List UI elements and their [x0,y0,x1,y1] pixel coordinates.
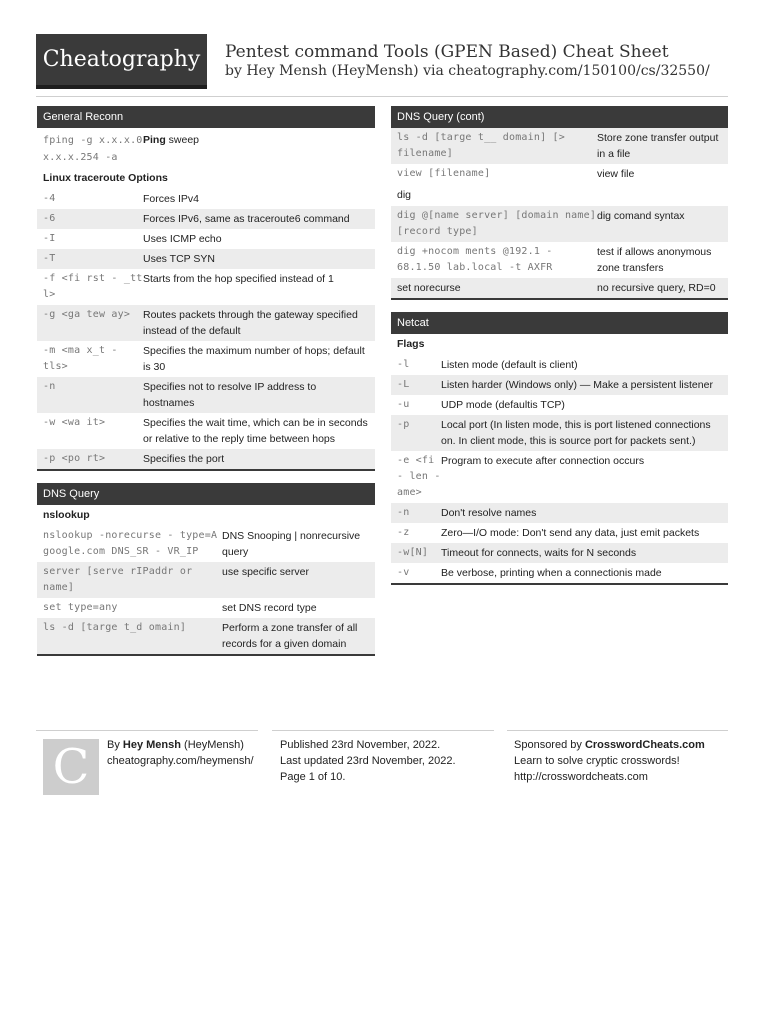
left-column [37,106,375,668]
nslookup-rows [37,526,375,654]
subheading: nslookup [37,505,375,526]
publish-info [280,737,456,785]
table-row [37,209,375,229]
command-cell: -6 [43,213,56,224]
table-row [37,189,375,209]
dns-cont-rows [391,128,728,184]
sponsor-name-link[interactable]: CrosswordCheats.com [584,739,705,751]
page-number: Page 1 of 10. [280,771,346,783]
description-cell: Uses ICMP echo [143,233,222,245]
general-reconn-section [37,106,375,471]
table-row [391,164,728,184]
command-cell: -p [397,419,410,430]
description-cell: Program to execute after connection occurs [441,455,645,467]
table-row [37,526,375,562]
sheet-byline[interactable]: by Hey Mensh (HeyMensh) via cheatography.com/150100/cs/32550/ [225,63,710,79]
table-row [37,341,375,377]
command-cell: -m <ma x_t - tls> [43,345,118,372]
command-cell: -4 [43,193,56,204]
section-title: General Reconn [37,106,375,128]
description-cell: Local port (In listen mode, this is port listened connections on. In client mode, this is source port for packets sent.) [441,419,711,447]
description-cell: Specifies the wait time, which can be in seconds or relative to the reply time between hops [143,417,368,445]
description-cell: Perform a zone transfer of all records for a given domain [222,622,358,650]
command-cell: dig +nocom ments @192.1 - 68.1.50 lab.local -t AXFR [397,246,553,273]
table-row [391,184,728,206]
description-cell: Zero—I/O mode: Don't send any data, just emit packets [441,527,700,539]
author-avatar[interactable]: C [43,739,99,795]
description-cell: Listen harder (Windows only) — Make a persistent listener [441,379,713,391]
dig-rows [391,206,728,298]
command-cell: -n [43,381,56,392]
sponsor-prefix: Sponsored by [514,739,585,751]
section-title: DNS Query (cont) [391,106,728,128]
description-cell: Store zone transfer output in a file [597,132,719,160]
sponsor-url-link[interactable]: http://crosswordcheats.com [514,771,648,783]
table-row [391,451,728,503]
published-date: Published 23rd November, 2022. [280,739,441,751]
author-handle: (HeyMensh) [180,739,244,751]
author-name-link[interactable]: Hey Mensh [122,739,181,751]
command-cell: ls -d [targe t_d omain] [43,622,187,633]
netcat-section [391,312,728,585]
subheading: Flags [391,334,728,355]
table-row [391,395,728,415]
command-cell: -I [43,233,56,244]
sheet-title: Pentest command Tools (GPEN Based) Cheat Sheet [225,42,669,62]
header-divider [36,96,728,97]
description-cell: dig comand syntax [597,210,685,222]
description-cell: use specific server [222,566,309,578]
table-row [37,305,375,341]
description-cell: Be verbose, printing when a connectionis made [441,567,662,579]
command-cell: dig @[name server] [domain name] [record type] [397,210,597,237]
description-cell: DNS Snooping | nonrecursive query [222,530,361,558]
description-cell: no recursive query, RD=0 [597,282,716,294]
description-rest: sweep [165,134,200,146]
description-cell: Specifies not to resolve IP address to hostnames [143,381,317,409]
table-row [391,242,728,278]
command-cell: ls -d [targe t__ domain] [> filename] [397,132,565,159]
description-cell: Starts from the hop specified instead of 1 [143,273,334,285]
command-cell: -v [397,567,410,578]
table-row [391,523,728,543]
table-row [37,413,375,449]
command-cell: set norecurse [397,282,461,294]
table-row [391,278,728,298]
by-prefix: By [107,739,123,751]
table-row [37,618,375,654]
right-column [391,106,728,597]
table-row [37,562,375,598]
subheading: Linux traceroute Options [37,168,375,189]
table-row [391,543,728,563]
command-cell: -g <ga tew ay> [43,309,131,320]
sponsor-info [514,737,705,785]
description-cell: test if allows anonymous zone transfers [597,246,712,274]
description-cell: Specifies the maximum number of hops; default is 30 [143,345,365,373]
command-cell: -L [397,379,410,390]
command-cell: -T [43,253,56,264]
table-row [37,229,375,249]
table-row [391,563,728,583]
command-cell: server [serve rIPaddr or name] [43,566,193,593]
description-cell: Forces IPv6, same as traceroute6 command [143,213,350,225]
command-cell: -w <wa it> [43,417,106,428]
table-row [37,249,375,269]
command-cell: -f <fi rst - _tt l> [43,273,143,300]
description-cell: Forces IPv4 [143,193,200,205]
command-cell: nslookup -norecurse - type=A google.com DNS_SR - VR_IP [43,530,218,557]
command-cell: set type=any [43,602,118,613]
description-bold: Ping [143,134,166,146]
table-row [391,355,728,375]
description-cell: Specifies the port [143,453,225,465]
description-cell: view file [597,168,635,180]
dns-query-cont-section [391,106,728,300]
dns-query-section [37,483,375,656]
table-row [391,415,728,451]
netcat-flag-rows [391,355,728,583]
command-cell: -z [397,527,410,538]
command-cell: fping -g x.x.x.0 x.x.x.254 -a [43,135,143,163]
page-footer [0,730,768,800]
description-cell: Listen mode (default is client) [441,359,578,371]
footer-divider [36,730,258,731]
description-cell: Uses TCP SYN [143,253,215,265]
table-row [391,128,728,164]
description-cell: set DNS record type [222,602,317,614]
author-info [107,737,254,769]
command-cell: -w[N] [397,547,429,558]
table-row [391,503,728,523]
footer-divider [507,730,728,731]
table-row [391,375,728,395]
table-row [37,128,375,168]
command-cell: -p <po rt> [43,453,106,464]
dig-label: dig [397,189,412,201]
command-cell: -e <fi - len - ame> [397,455,441,498]
author-url-link[interactable]: cheatography.com/heymensh/ [107,755,254,767]
footer-divider [272,730,494,731]
command-cell: -n [397,507,410,518]
table-row [391,206,728,242]
command-cell: -l [397,359,410,370]
table-row [37,598,375,618]
table-row [37,269,375,305]
sponsor-tagline: Learn to solve cryptic crosswords! [514,755,680,767]
command-cell: view [filename] [397,168,491,179]
section-title: DNS Query [37,483,375,505]
description-cell [143,132,375,166]
description-cell: Routes packets through the gateway specified instead of the default [143,309,358,337]
description-cell: Don't resolve names [441,507,537,519]
command-cell: -u [397,399,410,410]
table-row [37,377,375,413]
table-row [37,449,375,469]
traceroute-rows [37,189,375,469]
description-cell: Timeout for connects, waits for N seconds [441,547,637,559]
description-cell: UDP mode (defaultis TCP) [441,399,565,411]
section-title: Netcat [391,312,728,334]
updated-date: Last updated 23rd November, 2022. [280,755,456,767]
cheatography-logo[interactable]: Cheatography [36,34,207,89]
